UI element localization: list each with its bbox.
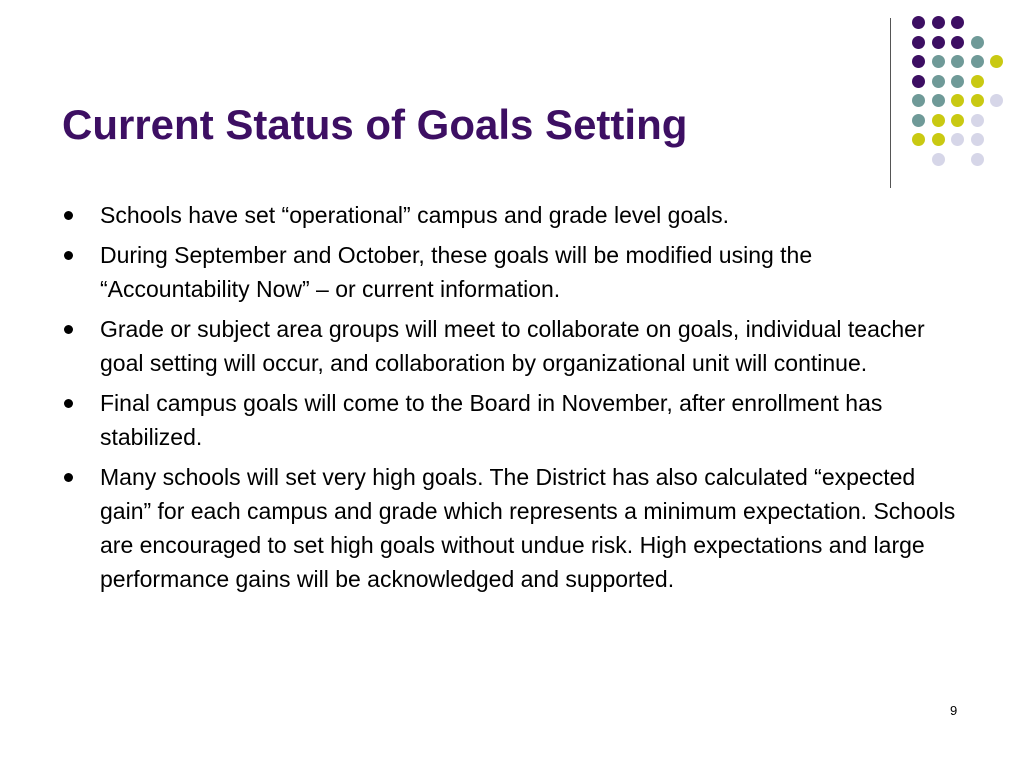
- vertical-divider: [890, 18, 891, 188]
- bullet-text: Final campus goals will come to the Board in November, after enrollment has stabilized.: [100, 390, 883, 450]
- bullet-item: [62, 312, 962, 380]
- bullet-dot-icon: [64, 251, 73, 260]
- decorative-dot-teal: [932, 94, 945, 107]
- decorative-dot-teal: [932, 75, 945, 88]
- decorative-dot-teal: [912, 94, 925, 107]
- decorative-dot-lavender: [932, 153, 945, 166]
- decorative-dot-purple: [912, 16, 925, 29]
- bullet-item: [62, 460, 962, 596]
- bullet-dot-icon: [64, 211, 73, 220]
- decorative-dot-lavender: [951, 133, 964, 146]
- bullet-dot-icon: [64, 325, 73, 334]
- decorative-dot-purple: [932, 16, 945, 29]
- slide-title: Current Status of Goals Setting: [62, 101, 688, 148]
- decorative-dot-lavender: [971, 133, 984, 146]
- slide-number: 9: [950, 703, 958, 718]
- decorative-dot-teal: [971, 55, 984, 68]
- decorative-dot-yellow: [912, 133, 925, 146]
- bullet-dot-icon: [64, 473, 73, 482]
- decorative-dot-purple: [951, 16, 964, 29]
- bullet-text: During September and October, these goals will be modified using the “Accountability Now” – or current information.: [100, 242, 813, 302]
- decorative-dot-purple: [932, 36, 945, 49]
- decorative-dot-purple: [951, 36, 964, 49]
- decorative-dot-yellow: [951, 114, 964, 127]
- decorative-dot-teal: [951, 55, 964, 68]
- bullet-text: Many schools will set very high goals. The District has also calculated “expected gain” for each campus and grade which represents a minimum expectation. Schools are encouraged to set high goals without undue risk. High expectations and large performance gains will be acknowledged and supported.: [100, 464, 956, 592]
- decorative-dot-yellow: [971, 94, 984, 107]
- decorative-dot-purple: [912, 55, 925, 68]
- decorative-dot-purple: [912, 36, 925, 49]
- decorative-dot-teal: [951, 75, 964, 88]
- decorative-dot-lavender: [971, 153, 984, 166]
- decorative-dot-teal: [912, 114, 925, 127]
- decorative-dot-lavender: [971, 114, 984, 127]
- decorative-dot-yellow: [951, 94, 964, 107]
- decorative-dot-yellow: [990, 55, 1003, 68]
- bullet-text: Grade or subject area groups will meet to collaborate on goals, individual teacher goal setting will occur, and collaboration by organizational unit will continue.: [100, 316, 925, 376]
- bullet-list: [62, 198, 962, 602]
- decorative-dot-yellow: [932, 133, 945, 146]
- decorative-dot-purple: [912, 75, 925, 88]
- decorative-dot-lavender: [990, 94, 1003, 107]
- decorative-dot-teal: [932, 55, 945, 68]
- bullet-item: [62, 386, 962, 454]
- bullet-dot-icon: [64, 399, 73, 408]
- bullet-item: [62, 238, 962, 306]
- decorative-dot-yellow: [932, 114, 945, 127]
- decorative-dot-yellow: [971, 75, 984, 88]
- decorative-dot-teal: [971, 36, 984, 49]
- bullet-item: [62, 198, 962, 232]
- bullet-text: Schools have set “operational” campus and grade level goals.: [100, 202, 730, 228]
